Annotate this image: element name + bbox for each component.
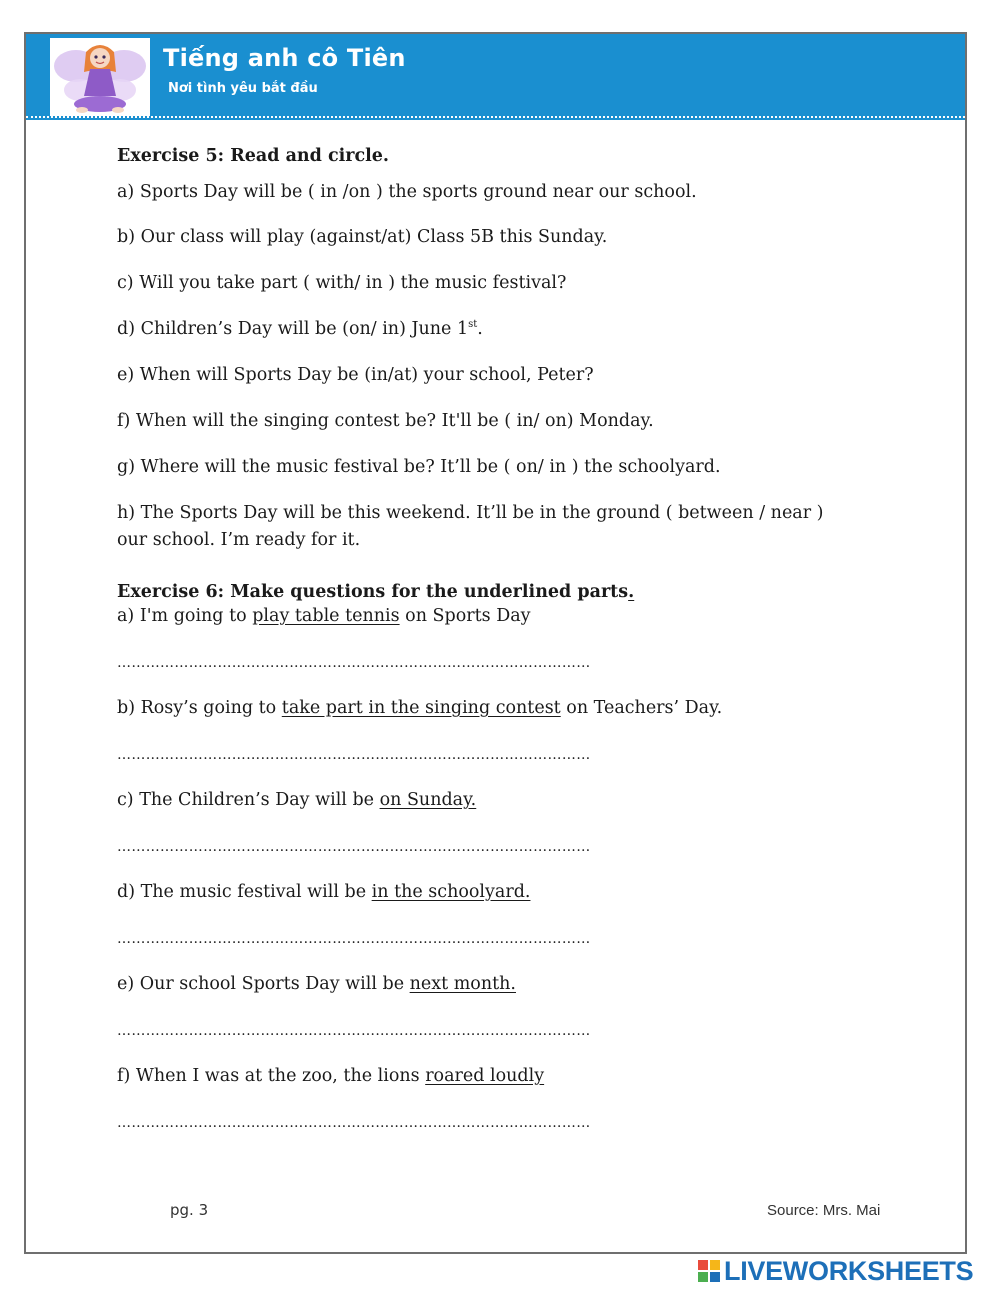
fairy-icon [50,38,150,116]
exercise6-heading-text: Exercise 6: Make questions for the underlined parts [117,582,629,602]
question-text: a) I'm going to [117,606,253,626]
brand-title: Tiếng anh cô Tiên [163,44,406,72]
ex5-item-d-text: d) Children’s Day will be (on/ in) June 1 [117,319,469,339]
ex5-item-a: a) Sports Day will be ( in /on ) the sports ground near our school. [117,182,697,202]
question-text: c) The Children’s Day will be [117,790,380,810]
ex5-item-f: f) When will the singing contest be? It'll be ( in/ on) Monday. [117,411,654,431]
ex5-item-c: c) Will you take part ( with/ in ) the music festival? [117,273,567,293]
underlined-part: on Sunday. [379,790,477,810]
underlined-part: next month. [409,974,516,994]
lw-tile-e [710,1272,720,1282]
ex6-question-b [117,698,722,718]
ex5-item-h: h) The Sports Day will be this weekend. It’ll be in the ground ( between / near ) [117,503,824,523]
exercise6-heading [117,582,634,602]
liveworksheets-icon [698,1260,720,1282]
ex5-item-d-sup: st [468,319,478,331]
question-text-end: on Teachers’ Day. [560,698,723,718]
lw-tile-v [698,1272,708,1282]
ex6-answer-line-f[interactable]: ……………………………………………………………………………………… [117,1115,591,1131]
underlined-part: play table tennis [252,606,400,626]
ex6-question-c [117,790,476,810]
page-number: pg. 3 [170,1201,209,1219]
ex6-answer-line-d[interactable]: ……………………………………………………………………………………… [117,931,591,947]
ex6-question-e [117,974,516,994]
ex6-answer-line-c[interactable]: ……………………………………………………………………………………… [117,839,591,855]
exercise5-heading: Exercise 5: Read and circle. [117,146,390,166]
ex6-answer-line-e[interactable]: ……………………………………………………………………………………… [117,1023,591,1039]
ex6-question-a [117,606,531,626]
ex5-item-b: b) Our class will play (against/at) Class 5B this Sunday. [117,227,608,247]
source-credit: Source: Mrs. Mai [767,1202,881,1219]
question-text-end: on Sports Day [399,606,531,626]
ex5-item-g: g) Where will the music festival be? It’ll be ( on/ in ) the schoolyard. [117,457,721,477]
ex6-question-f [117,1066,544,1086]
question-text: f) When I was at the zoo, the lions [117,1066,426,1086]
ex5-item-d-end: . [477,319,483,339]
underlined-part: in the schoolyard. [371,882,531,902]
exercise6-heading-end: . [628,582,635,602]
ex6-answer-line-a[interactable]: ……………………………………………………………………………………… [117,655,591,671]
question-text: b) Rosy’s going to [117,698,282,718]
question-text: d) The music festival will be [117,882,372,902]
liveworksheets-text: LIVEWORKSHEETS [724,1255,974,1286]
question-text: e) Our school Sports Day will be [117,974,410,994]
fairy-logo [50,38,150,116]
ex5-item-d [117,319,483,339]
lw-tile-i [710,1260,720,1270]
ex5-item-h-cont: our school. I’m ready for it. [117,530,361,550]
brand-subtitle: Nơi tình yêu bắt đầu [168,81,318,96]
lw-tile-l [698,1260,708,1270]
ex5-item-e: e) When will Sports Day be (in/at) your school, Peter? [117,365,594,385]
underlined-part: roared loudly [425,1066,545,1086]
ex6-answer-line-b[interactable]: ……………………………………………………………………………………… [117,747,591,763]
header-dotted-border [26,116,965,118]
ex6-question-d [117,882,530,902]
underlined-part: take part in the singing contest [281,698,561,718]
liveworksheets-logo[interactable] [698,1256,973,1286]
